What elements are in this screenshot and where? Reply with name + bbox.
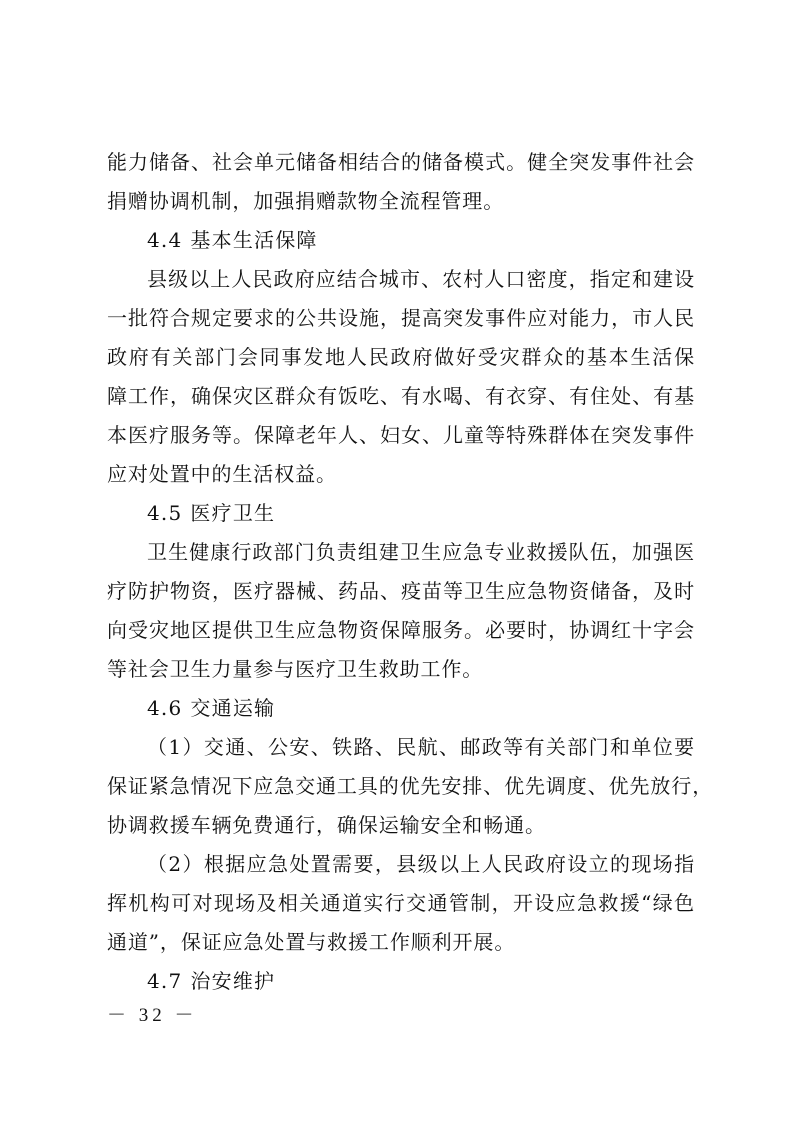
body-line: 本医疗服务等。保障老年人、妇女、儿童等特殊群体在突发事件 [107,423,695,447]
body-line: 疗防护物资，医疗器械、药品、疫苗等卫生应急物资储备，及时 [107,579,695,603]
body-line: 向受灾地区提供卫生应急物资保障服务。必要时，协调红十字会 [107,618,695,642]
section-number: 4.7 [147,969,183,993]
section-heading-4-5 [107,494,695,533]
section-title: 交通运输 [190,696,276,720]
body-line: 一批符合规定要求的公共设施，提高突发事件应对能力，市人民 [107,306,695,330]
section-number: 4.4 [147,228,183,252]
body-line: 政府有关部门会同事发地人民政府做好受灾群众的基本生活保 [107,345,695,369]
body-line: 能力储备、社会单元储备相结合的储备模式。健全突发事件社会 [107,150,695,174]
section-title: 医疗卫生 [190,501,276,525]
page-number: － 32 － [107,1005,198,1026]
section-title: 治安维护 [190,969,276,993]
paragraph-first-line: 卫生健康行政部门负责组建卫生应急专业救援队伍，加强医 [147,540,695,564]
body-line: 协调救援车辆免费通行，确保运输安全和畅通。 [107,813,546,837]
body-line: 应对处置中的生活权益。 [107,462,337,486]
paragraph-first-line: 县级以上人民政府应结合城市、农村人口密度，指定和建设 [147,267,695,291]
paragraph-first-line: （1）交通、公安、铁路、民航、邮政等有关部门和单位要 [147,735,695,759]
paragraph-first-line: （2）根据应急处置需要，县级以上人民政府设立的现场指 [147,852,695,876]
body-line: 障工作，确保灾区群众有饭吃、有水喝、有衣穿、有住处、有基 [107,384,695,408]
section-number: 4.6 [147,696,183,720]
body-line: 保证紧急情况下应急交通工具的优先安排、优先调度、优先放行， [107,774,714,798]
body-line: 通道”，保证应急处置与救援工作顺利开展。 [107,930,516,954]
body-line: 等社会卫生力量参与医疗卫生救助工作。 [107,657,484,681]
document-body [107,143,714,1001]
section-heading-4-6 [107,689,695,728]
section-heading-4-4 [107,221,695,260]
section-title: 基本生活保障 [190,228,318,252]
body-line: 挥机构可对现场及相关通道实行交通管制，开设应急救援“绿色 [107,891,695,915]
body-line: 捐赠协调机制，加强捐赠款物全流程管理。 [107,189,505,213]
section-heading-4-7 [107,962,695,1001]
section-number: 4.5 [147,501,183,525]
